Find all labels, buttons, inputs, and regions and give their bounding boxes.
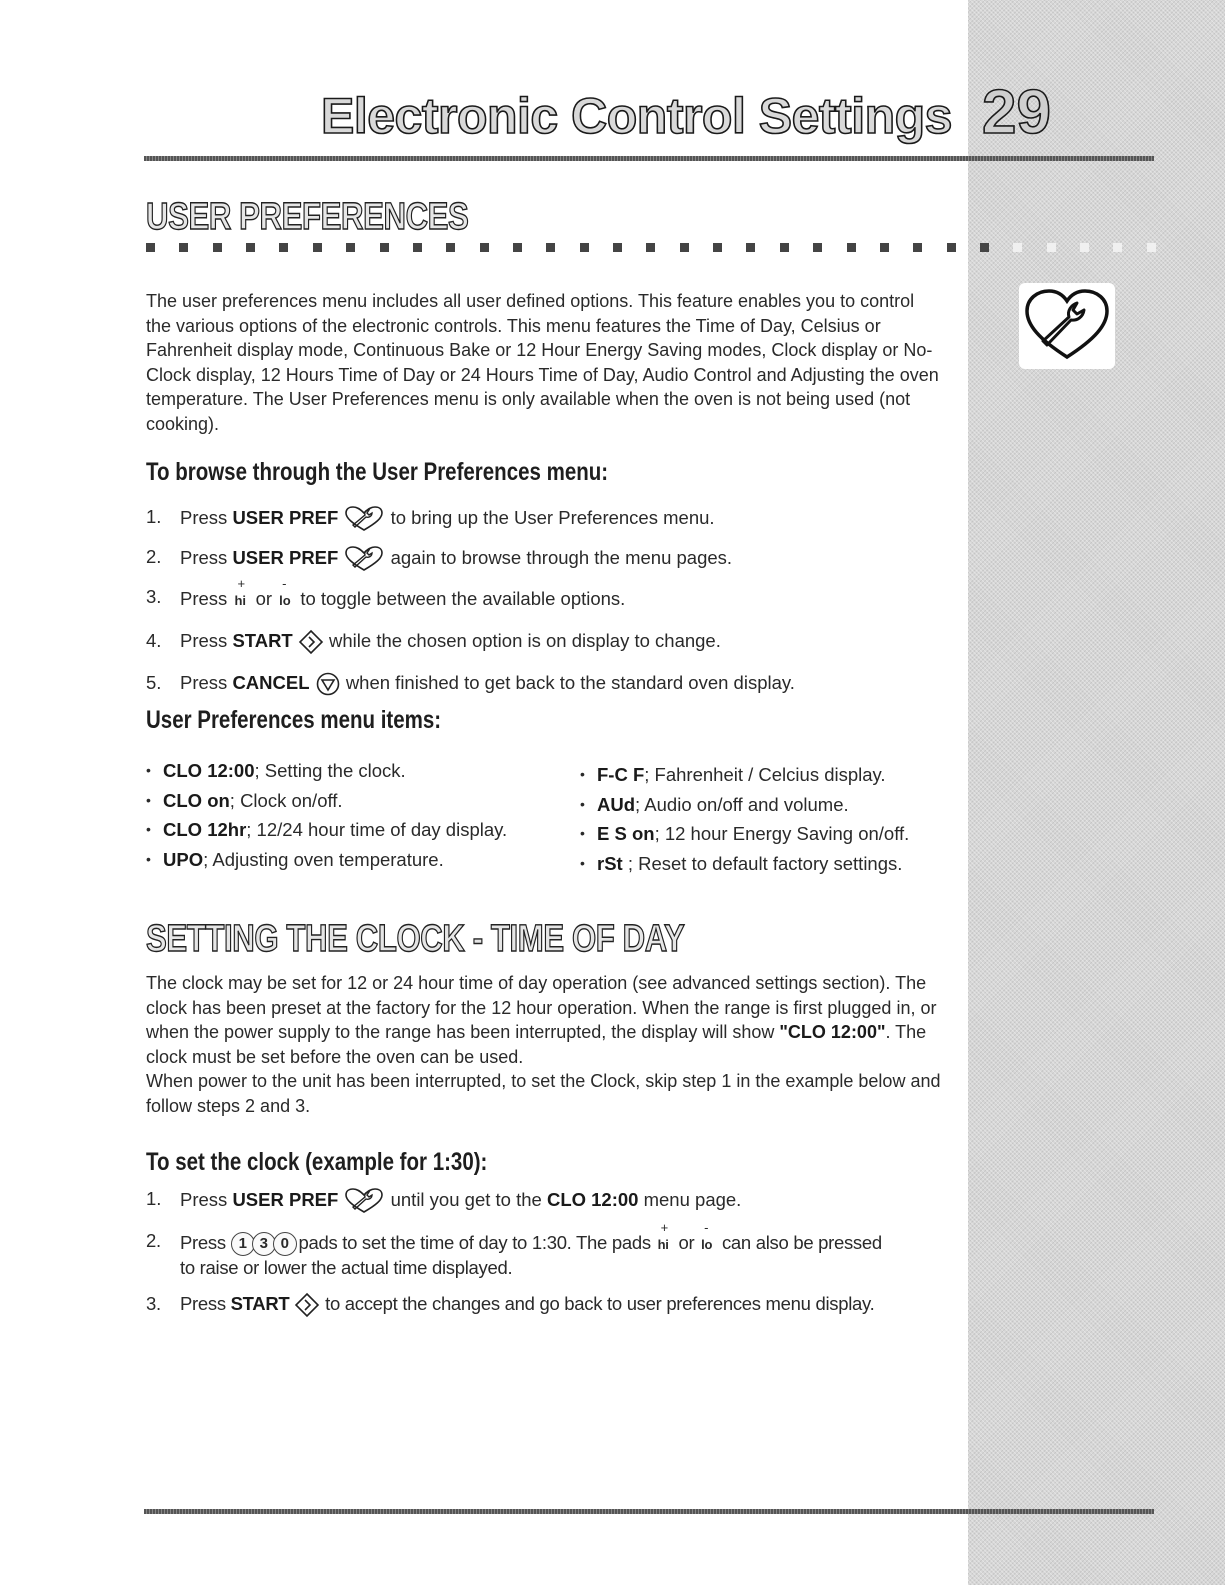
footer-rule	[144, 1509, 1154, 1514]
power-interrupt-paragraph: When power to the unit has been interrupted, to set the Clock, skip step 1 in the example below and follow steps 2 and 3.	[146, 1071, 941, 1116]
dotted-divider	[146, 243, 1156, 253]
list-item: • F-C F; Fahrenheit / Celcius display.	[580, 760, 909, 790]
step-item: 3. Press START to accept the changes and go back to user preferences menu display.	[146, 1292, 946, 1318]
browse-heading: To browse through the User Preferences menu:	[146, 458, 609, 486]
decorative-side-bar	[968, 0, 1225, 1585]
number-pad-1: 1	[231, 1232, 255, 1256]
list-item: • CLO 12hr; 12/24 hour time of day display.	[146, 815, 507, 845]
user-pref-key: USER PREF	[232, 546, 339, 568]
clock-steps	[146, 1187, 946, 1318]
step-item: 4. Press START while the chosen option is on display to change.	[146, 629, 946, 655]
start-diamond-icon	[298, 629, 324, 655]
user-pref-key: USER PREF	[232, 506, 339, 528]
step-item: 1. Press USER PREF to bring up the User Preferences menu.	[146, 505, 946, 533]
cancel-key: CANCEL	[232, 672, 310, 694]
header-rule	[144, 156, 1154, 161]
section-title-user-preferences: USER PREFERENCES	[146, 196, 469, 238]
list-item: • CLO on; Clock on/off.	[146, 786, 507, 816]
menu-items-heading: User Preferences menu items:	[146, 706, 442, 734]
menu-items-left	[146, 756, 507, 874]
lo-minus-key: - lo	[701, 1220, 713, 1252]
list-item: • AUd; Audio on/off and volume.	[580, 790, 909, 820]
user-pref-icon	[343, 545, 385, 573]
start-key: START	[230, 1293, 290, 1315]
section-title-setting-clock: SETTING THE CLOCK - TIME OF DAY	[146, 918, 685, 960]
step-item: 3. Press + hi or - lo to toggle between the available options.	[146, 576, 626, 609]
step-item: 2. Press 1 3 0 pads to set the time of day to 1:30. The pads + hi or - lo can also be pressed to raise or lower the actual time displayed.	[146, 1220, 882, 1279]
user-pref-icon	[343, 1187, 385, 1215]
step-item: 2. Press USER PREF again to browse through the menu pages.	[146, 545, 946, 573]
list-item: • E S on; 12 hour Energy Saving on/off.	[580, 819, 909, 849]
list-item: • CLO 12:00; Setting the clock.	[146, 756, 507, 786]
step-item: 1. Press USER PREF until you get to the CLO 12:00 menu page.	[146, 1187, 946, 1215]
clock-example-heading: To set the clock (example for 1:30):	[146, 1148, 488, 1176]
intro-paragraph: The user preferences menu includes all user defined options. This feature enables you to control the various options of the electronic controls. This menu features the Time of Day, Celsius or Fahrenheit display mode, Continuous Bake or 12 Hour Energy Saving modes, Clock display or No-Clock display, 12 Hours Time of Day or 24 Hours Time of Day, Audio Control and Adjusting the oven temperature. The User Preferences menu is only available when the oven is not being used (not cooking).	[146, 291, 939, 434]
user-pref-wrench-heart-icon	[1019, 283, 1115, 369]
page-title: Electronic Control Settings	[320, 88, 952, 144]
hi-plus-key: + hi	[234, 576, 246, 608]
start-key: START	[232, 630, 293, 651]
page-number: 29	[982, 78, 1051, 147]
list-item: • UPO; Adjusting oven temperature.	[146, 845, 507, 875]
lo-minus-key: - lo	[279, 576, 291, 608]
cancel-circle-icon	[315, 671, 341, 697]
user-pref-key: USER PREF	[232, 1188, 339, 1210]
user-pref-icon	[343, 505, 385, 533]
hi-plus-key: + hi	[657, 1220, 669, 1252]
number-pad-0: 0	[273, 1232, 297, 1256]
clock-paragraph: The clock may be set for 12 or 24 hour time of day operation (see advanced settings section). The clock has been preset at the factory for the 12 hour operation. When the range is first plugged in, or when the power supply to the range has been interrupted, the display will show "CLO 12:00". The clock must be set before the oven can be used.	[146, 973, 937, 1067]
start-diamond-icon	[294, 1292, 320, 1318]
menu-items-right	[580, 760, 909, 878]
number-pad-3: 3	[252, 1232, 276, 1256]
step-item: 5. Press CANCEL when finished to get back to the standard oven display.	[146, 671, 946, 697]
browse-steps	[146, 505, 946, 697]
list-item: • rSt ; Reset to default factory settings.	[580, 849, 909, 879]
